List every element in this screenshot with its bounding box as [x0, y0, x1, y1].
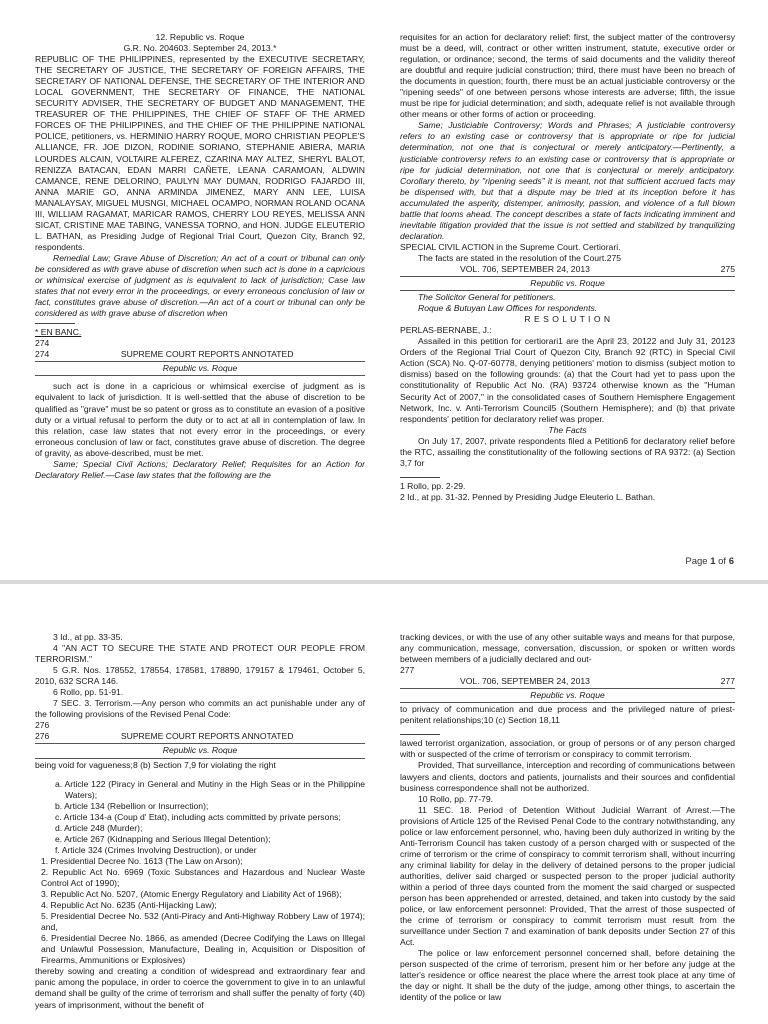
body-paragraph: requisites for an action for declaratory relief: first, the subject matter of the controversy must be a deed, will, contract or other written instrument, statute, executive order or regulation, or ordinance; second, the terms of said documents and the validity thereof are doubtful and require judicial construction; third, there must have been no breach of the documents in question; fourth, there must be an actual justiciable controversy or the "ripening seeds" of one between persons whose interests are adverse; fifth, the issue must be ripe for judicial determination; and sixth, adequate relief is not available through other means or other forms of action or proceeding.	[400, 32, 735, 120]
running-header-275	[400, 264, 735, 275]
page-current: 1	[710, 556, 716, 567]
page-number-274-a: 274	[35, 338, 50, 349]
page2-right-column	[400, 632, 735, 1024]
syllabus-grave-abuse: Remedial Law; Grave Abuse of Discretion; An act of a court or tribunal can only be considered as with grave abuse of discretion when such act is done in a capricious or whimsical exercise of judgment as is equivalent to lack of jurisdiction; Case law states that not every error in the proceedings, or every erroneous conclusion of law or fact, constitutes grave abuse of discretion.—An act of a court or tribunal can only be considered as with grave abuse of discretion when	[35, 252, 365, 319]
running-subtitle: Republic vs. Roque	[162, 363, 238, 374]
page-number-277-a: 277	[400, 665, 415, 676]
page-indicator	[685, 556, 734, 567]
body-paragraph: The police or law enforcement personnel concerned shall, before detaining the person suspected of the crime of terrorism, present him or her before any judge at the latter's residence or office nearest the place where the arrest took place at any time of the day or night. It shall be the duty of the judge, among other things, to ascertain the identity of the police or law	[400, 948, 735, 1003]
ponente: PERLAS-BERNABE, J.:	[400, 325, 492, 336]
running-head-title: SUPREME COURT REPORTS ANNOTATED	[120, 349, 294, 360]
header-rule	[400, 702, 735, 703]
list-item: 4. Republic Act No. 6235 (Anti-Hijacking Law);	[41, 900, 217, 911]
page-indicator-of: of	[715, 556, 729, 567]
footnote-2: 2 Id., at pp. 31-32. Penned by Presiding Judge Eleuterio L. Bathan.	[400, 491, 656, 502]
running-subtitle: Republic vs. Roque	[530, 690, 605, 701]
list-item: 6. Presidential Decree No. 1866, as amended (Decree Codifying the Laws on Illegal and Unlawful Possession, Manufacture, Dealing in, Acquisition or Disposition of Firearms, Ammunitions or Explosives)	[41, 933, 365, 966]
footnote-6: 6 Rollo, pp. 51-91.	[53, 687, 124, 698]
body-paragraph: tracking devices, or with the use of any other suitable ways and means for that purpose, any communication, message, conversation, discussion, or spoken or written words between members of a judicially declared and out-	[400, 632, 735, 665]
decree-list	[35, 856, 365, 966]
header-rule	[35, 743, 365, 744]
list-item: f. Article 324 (Crimes Involving Destruction), or under	[55, 844, 257, 855]
header-rule	[400, 276, 735, 277]
header-rule	[400, 688, 735, 689]
page-number-274-b: 274	[35, 349, 50, 360]
footnote-11: 11 SEC. 18. Period of Detention Without Judicial Warrant of Arrest.—The provisions of Article 125 of the Revised Penal Code to the contrary notwithstanding, any police or law enforcement personnel, who, having been duly authorized in writing by the Anti-Terrorism Council has taken custody of a person charged with or suspected of the crime of terrorism or the crime of conspiracy to commit terrorism shall, without incurring any criminal liability for delay in the delivery of detained persons to the proper judicial authorities, deliver said charged or suspected person to the proper judicial authority within a period of three days counted from the moment the said charged or suspected person has been apprehended or arrested, detained, and taken into custody by the said police, or law enforcement personnel: Provided, That the arrest of those suspected of the crime of terrorism or conspiracy to commit terrorism must result from the surveillance under Section 7 and examination of bank deposits under Section 27 of this Act.	[400, 804, 735, 948]
document-page-2	[0, 584, 768, 1024]
page1-right-column	[400, 32, 735, 552]
page-number-275: 275	[720, 263, 735, 274]
list-item: 2. Republic Act No. 6969 (Toxic Substances and Hazardous and Nuclear Waste Control Act of 1990);	[41, 866, 365, 888]
resolution-heading: R E S O L U T I O N	[524, 314, 611, 325]
volume-date: VOL. 706, SEPTEMBER 24, 2013	[460, 263, 590, 274]
gr-number: G.R. No. 204603. September 24, 2013.*	[123, 43, 277, 54]
list-item: d. Article 248 (Murder);	[55, 822, 143, 833]
footnote-10: 10 Rollo, pp. 77-79.	[418, 793, 494, 804]
page2-left-column	[35, 632, 365, 1024]
page-number-276-a: 276	[35, 720, 50, 731]
body-paragraph: lawed terrorist organization, association, or group of persons or of any person charged with or suspected of the crime of terrorism or conspiracy to commit terrorism.	[400, 738, 735, 760]
counsel-petitioners: The Solicitor General for petitioners.	[418, 292, 556, 303]
header-rule	[35, 375, 365, 376]
body-paragraph: Assailed in this petition for certiorari1 are the April 23, 20122 and July 31, 20123 Orders of the Regional Trial Court of Quezon City, Branch 92 (RTC) in Special Civil Action (SCA) No. Q-07-60778, denying petitioners' motion to dismiss (subject motion to dismiss) based on the following grounds: (a) that the Court had yet to pass upon the constitutionality of Republic Act No. (RA) 93724 otherwise known as the "Human Security Act of 2007," in the consolidated cases of Southern Hemisphere Engagement Network, Inc. v. Anti-Terrorism Council5 (Southern Hemisphere); and (b) that private respondents' petition for declaratory relief was proper.	[400, 336, 735, 424]
page-number-276-b: 276	[35, 731, 50, 742]
footnote-1: 1 Rollo, pp. 2-29.	[400, 480, 466, 491]
section-heading-facts: The Facts	[548, 424, 587, 435]
list-item: c. Article 134-a (Coup d' Etat), including acts committed by private persons;	[55, 811, 341, 822]
special-civil-action: SPECIAL CIVIL ACTION in the Supreme Court. Certiorari.	[400, 241, 621, 252]
footnote-divider	[400, 477, 440, 478]
body-continuation: to privacy of communication and due process and the privileged nature of priest-penitent relationships;10 (c) Section 18,11	[400, 704, 735, 726]
running-header-277	[400, 676, 735, 687]
list-item: a. Article 122 (Piracy in General and Mutiny in the High Seas or in the Philippine Waters);	[55, 778, 365, 800]
case-parties: REPUBLIC OF THE PHILIPPINES, represented by the EXECUTIVE SECRETARY, THE SECRETARY OF JUSTICE, THE SECRETARY OF FOREIGN AFFAIRS, THE SECRETARY OF NATIONAL DEFENSE, THE SECRETARY OF THE INTERIOR AND LOCAL GOVERNMENT, THE SECRETARY OF FINANCE, THE NATIONAL SECURITY ADVISER, THE SECRETARY OF BUDGET AND MANAGEMENT, THE TREASURER OF THE PHILIPPINES, THE CHIEF OF STAFF OF THE ARMED FORCES OF THE PHILIPPINES, and THE CHIEF OF THE PHILIPPINE NATIONAL POLICE, petitioners, vs. HERMINIO HARRY ROQUE, MORO CHRISTIAN PEOPLE'S ALLIANCE, FR. JOE DIZON, RODINIE SORIANO, STEPHANIE ABIERA, MARIA LOURDES ALCAIN, VOLTAIRE ALFEREZ, CZARINA MAY ALTEZ, SHERYL BALOT, RENIZZA BATACAN, EDAN MARRI CAÑETE, LEANA CARAMOAN, ALDWIN CAMANCE, RENE DELORINO, PAULYN MAY DUMAN, RODRIGO FAJARDO III, ANNA MARIE GO, ANNA ARMINDA JIMENEZ, MARY ANN LEE, LUISA MANALAYSAY, MIGUEL MUSNGI, MICHAEL OCAMPO, NORMAN ROLAND OCANA III, WILLIAM RAGAMAT, MARICAR RAMOS, CHERRY LOU REYES, MELISSA ANN SICAT, CRISTINE MAE TABING, VANESSA TORNO, and HON. JUDGE ELEUTERIO L. BATHAN, as Presiding Judge of Regional Trial Court, Quezon City, Branch 92, respondents.	[35, 54, 365, 252]
page-total: 6	[728, 556, 734, 567]
footnote-3: 3 Id., at pp. 33-35.	[53, 632, 123, 642]
footnote-divider	[35, 323, 75, 324]
running-header-276	[35, 731, 365, 742]
page-indicator-prefix: Page	[685, 556, 711, 567]
body-paragraph: thereby sowing and creating a condition of widespread and extraordinary fear and panic among the populace, in order to coerce the government to give in to an unlawful demand shall be guilty of the crime of terrorism and shall suffer the penalty of forty (40) years of imprisonment, without the benefit of	[35, 966, 365, 1010]
counsel-respondents: Roque & Butuyan Law Offices for respondents.	[418, 303, 598, 314]
article-list	[35, 779, 365, 856]
running-subtitle: Republic vs. Roque	[530, 278, 605, 289]
footnote-divider	[400, 734, 440, 735]
body-paragraph: such act is done in a capricious or whimsical exercise of judgment as is equivalent to lack of jurisdiction. It is well-settled that the abuse of discretion to be qualified as "grave" must be so patent or gross as to constitute an evasion of a positive duty or a virtual refusal to perform the duty or to act at all in contemplation of law. In this relation, case law states that not every error in the proceedings, or every erroneous conclusion of law or fact, constitutes grave abuse of discretion. The degree of gravity, as above-described, must be met.	[35, 381, 365, 458]
running-header-274	[35, 349, 365, 360]
footnote-4: 4 "AN ACT TO SECURE THE STATE AND PROTECT OUR PEOPLE FROM TERRORISM."	[35, 643, 365, 665]
list-item: 1. Presidential Decree No. 1613 (The Law on Arson);	[41, 855, 243, 866]
syllabus-declaratory-relief: Same; Special Civil Actions; Declaratory Relief; Requisites for an Action for Declaratory Relief.—Case law states that the following are the	[35, 458, 365, 480]
list-item: 5. Presidential Decree No. 532 (Anti-Piracy and Anti-Highway Robbery Law of 1974); and,	[41, 911, 365, 933]
list-item: e. Article 267 (Kidnapping and Serious Illegal Detention);	[55, 833, 271, 844]
header-rule	[35, 361, 365, 362]
page-number-277-b: 277	[720, 676, 735, 687]
header-rule	[35, 758, 365, 759]
body-continuation: being void for vagueness;8 (b) Section 7,9 for violating the right	[35, 759, 276, 770]
body-paragraph: On July 17, 2007, private respondents filed a Petition6 for declaratory relief before the RTC, assailing the constitutionality of the following sections of RA 9372: (a) Section 3,7 for	[400, 435, 735, 468]
body-paragraph: Provided, That surveillance, interception and recording of communications between lawyers and clients, doctors and patients, journalists and their sources and confidential business correspondence shall not be authorized.	[400, 760, 735, 793]
running-head-title: SUPREME COURT REPORTS ANNOTATED	[120, 731, 294, 742]
running-subtitle: Republic vs. Roque	[162, 745, 238, 756]
syllabus-justiciable: Same; Justiciable Controversy; Words and Phrases; A justiciable controversy refers to an existing case or controversy that is appropriate or ripe for judicial determination, not one that is conjectural or merely anticipatory.—Pertinently, a justiciable controversy refers to an existing case or controversy that is appropriate or ripe for judicial determination, not one that is conjectural or merely anticipatory. Corollary thereto, by "ripening seeds" it is meant, not that sufficient accrued facts may be dispensed with, but that a dispute may be tried at its inception before it has accumulated the asperity, distemper, animosity, passion, and violence of a full blown battle that looms ahead. The concept describes a state of facts indicating imminent and inevitable litigation provided that the issue is not settled and stabilized by tranquilizing declaration.	[400, 120, 735, 241]
header-rule	[400, 290, 735, 291]
facts-stated: The facts are stated in the resolution of the Court.275	[418, 252, 622, 263]
footnote-7: 7 SEC. 3. Terrorism.—Any person who commits an act punishable under any of the following provisions of the Revised Penal Code:	[35, 698, 365, 720]
list-item: b. Article 134 (Rebellion or Insurrection);	[55, 800, 209, 811]
list-item: 3. Republic Act No. 5207, (Atomic Energy Regulatory and Liability Act of 1968);	[41, 889, 342, 900]
footnote-en-banc: * EN BANC.	[35, 327, 82, 338]
case-title: 12. Republic vs. Roque	[155, 32, 245, 42]
volume-date: VOL. 706, SEPTEMBER 24, 2013	[460, 676, 590, 687]
footnote-5: 5 G.R. Nos. 178552, 178554, 178581, 178890, 179157 & 179461, October 5, 2010, 632 SCRA 146.	[35, 665, 365, 687]
page1-left-column	[35, 32, 365, 552]
